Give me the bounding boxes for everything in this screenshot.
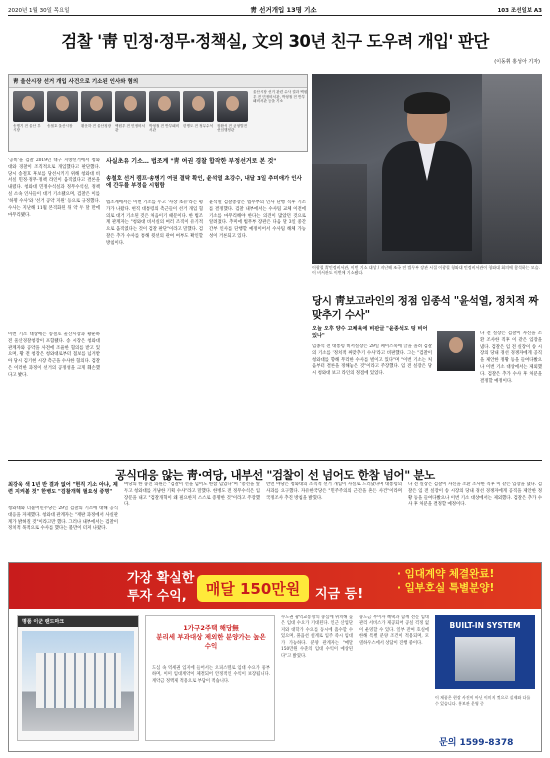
person-hair — [404, 92, 450, 114]
portrait-photo — [149, 91, 180, 122]
portrait-photo — [437, 331, 475, 371]
ad-builtin-box: BUILT-IN SYSTEM — [435, 615, 535, 689]
portrait-photo — [183, 91, 214, 122]
portrait-photo — [13, 91, 44, 122]
article-column: 여당의 한 중진 의원은 "검찰이 선을 넘어도 한참 넘었다"며 "총선을 앞두고 청와대를 겨냥한 기획 수사"라고 말했다. 한병도 전 정무수석은 입장문을 내고 "검찰개혁이 왜 필요한지 스스로 증명한 것"이라고 주장했다. — [124, 482, 260, 508]
section-title: 靑 선거개입 13명 기소 — [250, 6, 317, 14]
article-column: 나 전 실장은 검찰이 자신을 소환 조사한 직후 이 같은 입장을 냈다. 검찰은 임 전 실장이 송 시장의 당내 경선 경쟁자에게 공직을 제안한 정황 등을 들여다봤으나 이번 기소 대상에서는 제외했다. 검찰은 추가 수사 후 처분을 결정할 예정이다. — [408, 482, 542, 508]
masthead — [8, 4, 542, 16]
ad-building-box — [17, 615, 139, 741]
ad-price-pill: 매달 150만원 — [197, 575, 309, 602]
ad-phone: 문의 1599-8378 — [439, 738, 514, 748]
ad-building-image — [22, 631, 134, 731]
photo-caption: 이광철 靑민정비서관, 이번 기소 대상 / 지난해 조국 전 법무부 장관 시절 이광철 청와대 민정비서관이 청와대 회의에 참석하는 모습. 이 비서관도 이번에 기소됐다. — [312, 265, 540, 276]
portrait-note: 송병기 전 울산 부시장 — [13, 124, 41, 133]
third-headline: 공식대응 않는 靑·여당, 내부선 "검찰이 선 넘어도 한참 넘어" 분노 — [8, 460, 542, 483]
portrait-photo — [47, 91, 78, 122]
article-column: 임종석 전 대통령 비서실장은 29일 페이스북에 글을 올려 검찰의 기소를 '정치적 짜맞추기 수사'라고 비판했다. 그는 "검찰이 청와대를 향해 무리한 수사를 벌이고 있다"며 "이번 기소는 처음부터 결론을 정해놓은 것"이라고 주장했다. 임 전 실장은 당시 청와대 보고 라인의 정점에 있었다. — [312, 344, 432, 377]
ad-feature-text: 도심 속 역세권 입지에 들어서는 오피스텔로 임대 수요가 풍부하며, 이미 임대계약이 체결되어 안정적인 수익이 보장됩니다. 계약금 정액제 적용으로 부담이 적습니다. — [152, 666, 270, 684]
article-column: 나 전 실장은 검찰이 자신을 소환 조사한 직후 이 같은 입장을 냈다. 검찰은 임 전 실장이 송 시장의 당내 경선 경쟁자에게 공직을 제안한 정황 등을 들여다봤으나 이번 기소 대상에서는 제외했다. 검찰은 추가 수사 후 처분을 결정할 예정이다. — [480, 331, 542, 384]
ad-banner-right: · 임대계약 체결완료! · 일부호실 특별분양! — [397, 568, 495, 595]
portrait-note: 송철호 울산시장 — [47, 124, 73, 128]
ad-right-text: 이 제품은 현장 사진이 아닌 이미지 컷으로 실제와 다를 수 있습니다. 홍보관 운영 중 — [435, 695, 531, 706]
masthead-right — [497, 6, 542, 14]
portrait-note: 백원우 전 민정비서관 — [115, 124, 146, 133]
news-photo — [312, 74, 542, 264]
ad-text-column: 수도권 광역교통망의 중심에 위치해 높은 임대 수요가 기대된다. 인근 산업단지와 대학가 수요를 동시에 흡수할 수 있으며, 풀옵션 설계로 입주 즉시 임대가 가능하다. 분양 관계자는 "매달 150만원 수준의 임대 수익이 예상된다"고 밝혔다. — [281, 615, 353, 659]
article-column: 반면 야당은 청와대의 조직적 선거 개입이 사실로 드러났다며 대통령의 사과를 요구했다. 자유한국당은 "민주주의의 근간을 흔든 사건"이라며 국정조사 추진 방침을 밝혔다. — [266, 482, 402, 501]
ad-banner-end: 지금 등! — [315, 587, 364, 602]
article-column: '공비'을 검찰 2019년 대구 지방선거에서 청와대와 경찰이 조직적으로 개입했다고 판단했다. 당시 송철호 후보를 당선시키기 위해 청와대 비서실 민정·정무·정책 라인이 움직였다고 결론을 내렸다. 청와대 민정수석실과 정무수석실, 정책실 소속 인사들이 대거 기소됐으며, 검찰은 이를 '하명 수사'와 '선거 공약 지원' 등으로 규정했다. 수사는 지난해 11월 본격화된 뒤 약 두 달 만에 마무리됐다. — [8, 158, 100, 218]
portrait-note: 한병도 전 정무수석 — [183, 124, 214, 128]
ad-banner — [9, 563, 542, 609]
photo-person — [382, 96, 472, 246]
third-subhead: 최강욱 색 1년 반 결과 없어 "현직 기소 아냐, 제련 지켜볼 것" 한병도 "검찰개혁 필요성 증명" — [8, 482, 118, 496]
ad-building-title: 명품 이군 랜드마크 — [18, 616, 138, 627]
photo-background — [482, 74, 542, 264]
second-subhead: 오늘 오후 양수 고체육에 비판글 "윤종석도 텅 비어 있나" — [312, 326, 428, 340]
ad-text-column: 중도금 무이자 혜택과 함께 전문 임대관리 서비스가 제공되어 공실 걱정 없이 운영할 수 있다. 일부 잔여 호실에 한해 특별 분양 조건이 적용되며, 모델하우스에서 상담이 진행 중이다. — [359, 615, 429, 646]
portrait-note: 박형철 전 반부패비서관 — [149, 124, 180, 133]
article-column: 이번 기소 대상에는 송철호 울산시장과 황운하 전 울산경찰청장이 포함됐다. 송 시장은 청와대 관계자와 공약을 사전에 조율한 혐의를 받고 있으며, 황 전 청장은 청와대로부터 첩보를 넘겨받아 당시 김기현 시장 측근을 수사한 혐의다. 검찰은 이러한 과정이 선거의 공정성을 크게 훼손했다고 봤다. — [8, 332, 100, 378]
advertisement — [8, 562, 542, 752]
article-subhead: 송철호 선거 캠프·송병기 여권 결탁 확인, 윤석열 초강수, 내달 3일 추미애가 인사에 간두를 부정을 시험함 — [106, 176, 302, 190]
article-subhead: 사실초유 기소… 법조계 "靑 여권 경찰 합작한 부정선거로 본 것" — [106, 158, 277, 165]
graphic-title: 靑 울산시장 선거 개입 사건으로 기소된 인사와 혐의 — [9, 75, 307, 88]
byline: (이동휘 홍성아 기자) — [494, 59, 540, 65]
ad-feature-title: 1가구2주택 해당無 분리세 부과대상 제외한 분양가는 높은 수익 — [156, 624, 266, 651]
portrait-photo — [217, 91, 248, 122]
ad-feature-box — [145, 615, 275, 741]
portrait-photo — [115, 91, 146, 122]
ad-banner-big: 투자 수익, — [127, 589, 187, 604]
paper-name: 103 조선일보 — [497, 7, 533, 14]
graphic-sidebox: 울산시장 선거 관련 수사 결과 백원우 전 민정비서관, 박형철 전 반부패비서관 등을 기소 — [253, 90, 308, 104]
issue-date: 2020년 1월 30일 목요일 — [8, 7, 70, 14]
article-column: 청와대와 더불어민주당은 29일 검찰의 기소에 대해 공식 대응을 자제했다. 청와대 관계자는 "재판 과정에서 사실관계가 밝혀질 것"이라고만 했다. 그러나 내부에서는 검찰이 정치적 목적으로 수사를 했다는 불만이 터져 나왔다. — [8, 506, 118, 532]
portrait-note: 장환석 전 균형발전 선임행정관 — [217, 124, 248, 133]
ad-banner-small: 가장 확실한 — [127, 571, 195, 586]
photo-background — [312, 164, 367, 264]
main-headline: 검찰 '靑 민정·정무·정책실, 文의 30년 친구 도우려 개입' 판단 — [61, 32, 489, 51]
second-headline: 당시 靑보고라인의 정점 임종석 "윤석열, 정치적 짜맞추기 수사" — [312, 295, 539, 321]
portrait-photo — [81, 91, 112, 122]
article-column: 법조계에서는 이번 기소를 두고 '사상 초유'라는 평가가 나왔다. 현직 대통령의 측근들이 선거 개입 혐의로 대거 기소된 것은 처음이기 때문이다. 한 법조계 관계자는 "청와대 비서실의 여러 조직이 유기적으로 움직였다는 것이 검찰 판단"이라고 말했다. 검찰은 추가 수사를 통해 윗선의 관여 여부도 확인할 방침이다. — [106, 200, 203, 246]
page-number: A3 — [533, 7, 542, 14]
portrait-note: 황운하 전 울산청장 — [81, 124, 112, 128]
article-column: 윤석열 검찰총장은 법무부의 인사 단행 직후 기소를 결정했다. 검찰 내부에서는 수사팀 교체 이전에 기소를 마무리해야 한다는 의견이 많았던 것으로 알려졌다. 추미애 법무부 장관은 다음 달 3일 중간 간부 인사를 단행할 예정이어서 수사팀 해체 가능성이 거론되고 있다. — [209, 200, 306, 240]
